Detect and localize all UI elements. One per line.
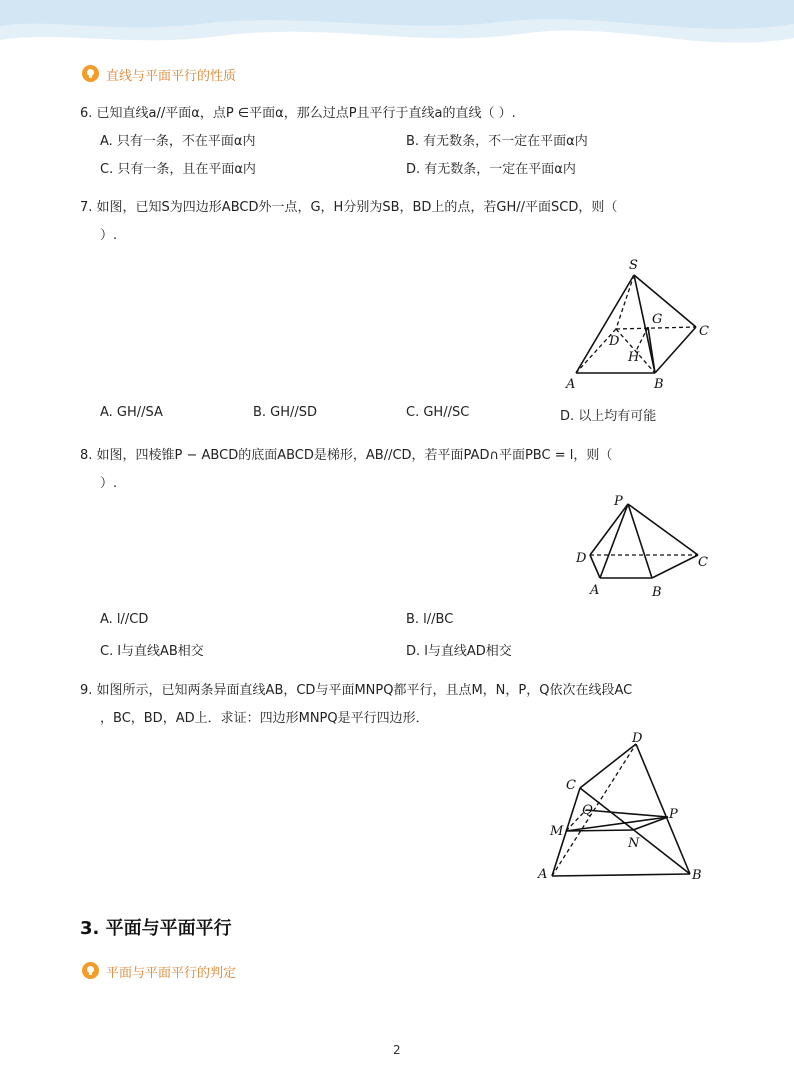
figure-label: S bbox=[629, 258, 638, 273]
tetrahedron-figure-q9 bbox=[530, 728, 720, 888]
option-d: D. 以上均有可能 bbox=[560, 409, 657, 424]
option-a: A. GH//SA bbox=[100, 405, 163, 420]
figure-label: A bbox=[538, 867, 548, 882]
figure-label: B bbox=[652, 585, 662, 600]
figure-label: C bbox=[566, 778, 576, 793]
section-title: 直线与平面平行的性质 bbox=[106, 69, 237, 84]
question-number: 6. bbox=[80, 106, 93, 121]
figure-label: D bbox=[609, 334, 620, 349]
pyramid-figure-q8 bbox=[570, 490, 720, 602]
question-6 bbox=[80, 102, 516, 121]
figure-label: A bbox=[590, 583, 600, 598]
question-9 bbox=[80, 679, 632, 698]
option-c: C. GH//SC bbox=[406, 405, 470, 420]
question-number: 8. bbox=[80, 448, 93, 463]
question-number: 9. bbox=[80, 683, 93, 698]
figure-label: P bbox=[669, 807, 678, 822]
header-wave-decoration bbox=[0, 0, 794, 60]
section-heading: 3. 平面与平面平行 bbox=[80, 918, 232, 939]
figure-label: A bbox=[566, 377, 576, 392]
figure-label: B bbox=[654, 377, 664, 392]
question-8 bbox=[80, 444, 612, 463]
page-number: 2 bbox=[393, 1043, 401, 1057]
question-text: 如图，已知S为四边形ABCD外一点，G，H分别为SB，BD上的点，若GH//平面SCD，则（ bbox=[96, 200, 618, 215]
option-a: A. 只有一条，不在平面α内 bbox=[100, 134, 256, 149]
question-number: 7. bbox=[80, 200, 93, 215]
question-text: 如图，四棱锥P − ABCD的底面ABCD是梯形，AB//CD，若平面PAD∩平面PBC = l，则（ bbox=[96, 448, 613, 463]
option-c: C. 只有一条，且在平面α内 bbox=[100, 162, 256, 177]
option-b: B. GH//SD bbox=[253, 405, 318, 420]
figure-label: N bbox=[628, 836, 640, 851]
question-7 bbox=[80, 196, 617, 215]
question-text-cont: ）. bbox=[100, 476, 118, 491]
lightbulb-icon bbox=[82, 962, 99, 979]
pyramid-figure-q7 bbox=[560, 255, 720, 395]
lightbulb-icon bbox=[82, 65, 99, 82]
option-d: D. l与直线AD相交 bbox=[406, 644, 512, 659]
figure-label: H bbox=[628, 350, 640, 365]
option-d: D. 有无数条，一定在平面α内 bbox=[406, 162, 576, 177]
option-a: A. l//CD bbox=[100, 612, 149, 627]
option-c: C. l与直线AB相交 bbox=[100, 644, 204, 659]
option-b: B. l//BC bbox=[406, 612, 454, 627]
figure-label: B bbox=[692, 868, 702, 883]
figure-label: D bbox=[632, 731, 643, 746]
question-text: 如图所示，已知两条异面直线AB，CD与平面MNPQ都平行，且点M，N，P，Q依次在线段AC bbox=[96, 683, 633, 698]
figure-label: D bbox=[576, 551, 587, 566]
question-text: 已知直线a//平面α，点P ∈平面α，那么过点P且平行于直线a的直线（ ）. bbox=[96, 106, 516, 121]
question-text-cont: ，BC，BD，AD上．求证：四边形MNPQ是平行四边形． bbox=[100, 711, 429, 726]
section-title: 平面与平面平行的判定 bbox=[106, 966, 237, 981]
option-b: B. 有无数条，不一定在平面α内 bbox=[406, 134, 588, 149]
question-text-cont: ）. bbox=[100, 228, 118, 243]
figure-label: G bbox=[652, 312, 663, 327]
figure-label: C bbox=[699, 324, 709, 339]
figure-label: C bbox=[698, 555, 708, 570]
figure-label: Q bbox=[582, 803, 593, 818]
figure-label: P bbox=[614, 494, 623, 509]
figure-label: M bbox=[550, 824, 564, 839]
